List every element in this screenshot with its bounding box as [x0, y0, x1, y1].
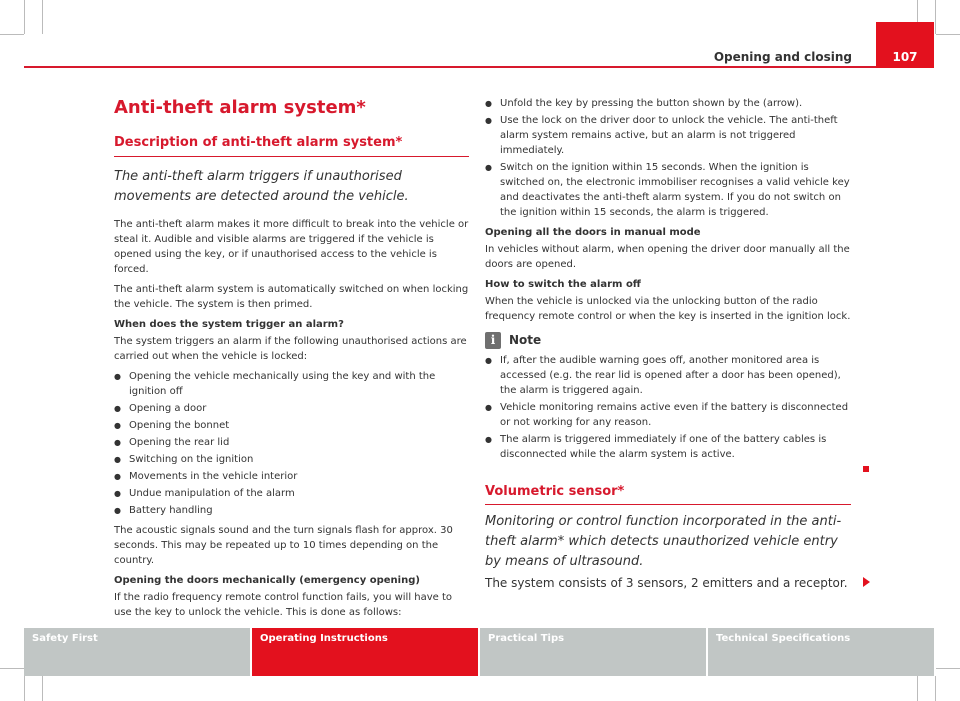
page-title: Anti-theft alarm system*	[114, 97, 366, 118]
subheading: Opening the doors mechanically (emergency opening)	[114, 575, 420, 586]
list-item: ● If, after the audible warning goes off, another monitored area is accessed (e.g. the rear lid is opened after a door has been opened), the alarm is triggered again.	[485, 353, 851, 398]
subheading: When does the system trigger an alarm?	[114, 319, 344, 330]
crop-mark	[936, 668, 960, 669]
crop-mark	[24, 0, 25, 34]
crop-mark	[24, 676, 25, 701]
paragraph: The anti-theft alarm system is automatically switched on when locking the vehicle. The system is then primed.	[114, 284, 469, 310]
list-item: ● The alarm is triggered immediately if one of the battery cables is disconnected while the alarm system is active.	[485, 432, 851, 462]
subheading: Opening all the doors in manual mode	[485, 227, 701, 238]
list-item: ● Opening the vehicle mechanically using the key and with the ignition off	[114, 369, 469, 399]
tab-technical-specifications[interactable]: Technical Specifications	[708, 628, 934, 676]
list-item: ● Undue manipulation of the alarm	[114, 486, 469, 501]
section-heading: Volumetric sensor*	[485, 484, 851, 505]
crop-mark	[0, 34, 24, 35]
crop-mark	[917, 676, 918, 701]
continue-arrow-icon	[863, 577, 870, 587]
list-item: ● Unfold the key by pressing the button shown by the (arrow).	[485, 96, 851, 111]
section-intro: Monitoring or control function incorporated in the anti-theft alarm* which detects unauthorized vehicle entry by means of ultrasound.	[485, 514, 842, 569]
page-number: 107	[892, 50, 918, 64]
left-column	[114, 96, 469, 625]
section-end-marker	[863, 466, 869, 472]
running-header: Opening and closing	[713, 50, 852, 64]
crop-mark	[935, 676, 936, 701]
paragraph: The system consists of 3 sensors, 2 emitters and a receptor.	[485, 576, 848, 590]
paragraph: When the vehicle is unlocked via the unlocking button of the radio frequency remote control or when the key is inserted in the ignition lock.	[485, 296, 851, 322]
tab-operating-instructions[interactable]: Operating Instructions	[252, 628, 478, 676]
paragraph: The system triggers an alarm if the following unauthorised actions are carried out when the vehicle is locked:	[114, 336, 467, 362]
paragraph: In vehicles without alarm, when opening the driver door manually all the doors are opened.	[485, 244, 850, 270]
section-heading: Description of anti-theft alarm system*	[114, 134, 469, 157]
section-intro: The anti-theft alarm triggers if unauthorised movements are detected around the vehicle.	[114, 169, 409, 204]
list-item: ● Switching on the ignition	[114, 452, 469, 467]
paragraph: The acoustic signals sound and the turn signals flash for approx. 30 seconds. This may be repeated up to 10 times depending on the country.	[114, 525, 453, 566]
crop-mark	[42, 676, 43, 701]
list-item: ● Battery handling	[114, 503, 469, 518]
crop-mark	[936, 34, 960, 35]
notes-list	[485, 353, 851, 462]
steps-list	[485, 96, 851, 220]
subheading: How to switch the alarm off	[485, 279, 641, 290]
footer-tabs	[24, 628, 934, 676]
list-item: ● Opening a door	[114, 401, 469, 416]
crop-mark	[42, 0, 43, 34]
right-column	[485, 96, 851, 467]
list-item: ● Use the lock on the driver door to unlock the vehicle. The anti-theft alarm system remains active, but an alarm is not triggered immediately.	[485, 113, 851, 158]
list-item: ● Opening the bonnet	[114, 418, 469, 433]
note-box	[485, 332, 851, 349]
list-item: ● Vehicle monitoring remains active even if the battery is disconnected or not working for any reason.	[485, 400, 851, 430]
paragraph: The anti-theft alarm makes it more difficult to break into the vehicle or steal it. Audible and visible alarms are triggered if the vehicle is opened using the key, or if unauthorised access to the vehicle is forced.	[114, 219, 469, 275]
crop-mark	[935, 0, 936, 34]
crop-mark	[0, 668, 24, 669]
list-item: ● Opening the rear lid	[114, 435, 469, 450]
tab-practical-tips[interactable]: Practical Tips	[480, 628, 706, 676]
info-icon: i	[485, 332, 501, 349]
note-label: Note	[509, 333, 542, 347]
trigger-list	[114, 369, 469, 518]
header-rule	[24, 66, 876, 68]
list-item: ● Movements in the vehicle interior	[114, 469, 469, 484]
tab-safety-first[interactable]: Safety First	[24, 628, 250, 676]
list-item: ● Switch on the ignition within 15 seconds. When the ignition is switched on, the electronic immobiliser recognises a valid vehicle key and deactivates the anti-theft alarm system. If you do not switch on the ignition within 15 seconds, the alarm is triggered.	[485, 160, 851, 220]
paragraph: If the radio frequency remote control function fails, you will have to use the key to unlock the vehicle. This is done as follows:	[114, 592, 453, 618]
